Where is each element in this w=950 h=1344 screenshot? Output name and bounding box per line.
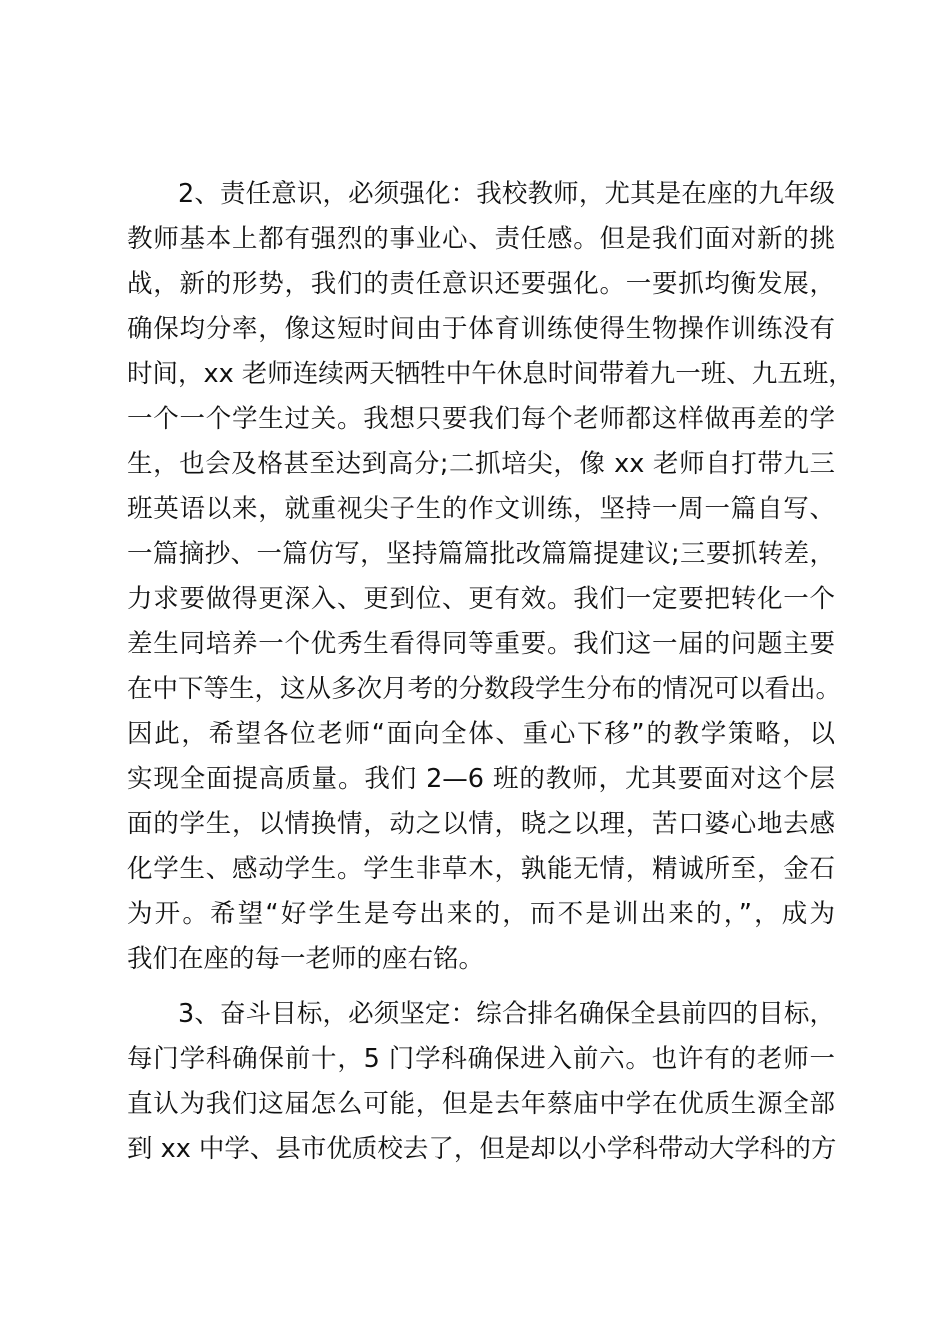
text-line: 我们在座的每一老师的座右铭。 bbox=[127, 944, 485, 974]
text-line: 面的学生，以情换情，动之以情，晓之以理，苦口婆心地去感 bbox=[127, 809, 835, 839]
text-line: 时间，xx 老师连续两天牺牲中午休息时间带着九一班、九五班， bbox=[127, 359, 854, 389]
text-line: 一篇摘抄、一篇仿写，坚持篇篇批改篇篇提建议;三要抓转差， bbox=[127, 539, 835, 569]
text-line: 战，新的形势，我们的责任意识还要强化。一要抓均衡发展， bbox=[127, 269, 835, 299]
text-line: 确保均分率，像这短时间由于体育训练使得生物操作训练没有 bbox=[127, 314, 835, 344]
document-body bbox=[127, 172, 854, 1182]
paragraph-responsibility bbox=[127, 172, 854, 982]
text-line: 到 xx 中学、县市优质校去了，但是却以小学科带动大学科的方 bbox=[127, 1134, 837, 1164]
text-line: 化学生、感动学生。学生非草木，孰能无情，精诚所至，金石 bbox=[127, 854, 835, 884]
text-line: 2、责任意识，必须强化：我校教师，尤其是在座的九年级 bbox=[178, 179, 835, 209]
text-line: 直认为我们这届怎么可能，但是去年蔡庙中学在优质生源全部 bbox=[127, 1089, 835, 1119]
paragraph-goals bbox=[127, 992, 835, 1172]
text-line: 实现全面提高质量。我们 2—6 班的教师，尤其要面对这个层 bbox=[127, 764, 835, 794]
text-line: 在中下等生，这从多次月考的分数段学生分布的情况可以看出。 bbox=[127, 674, 842, 704]
text-line: 因此，希望各位老师“面向全体、重心下移”的教学策略，以 bbox=[127, 719, 835, 749]
text-line: 为开。希望“好学生是夸出来的，而不是训出来的，”，成为 bbox=[127, 899, 835, 929]
text-line: 一个一个学生过关。我想只要我们每个老师都这样做再差的学 bbox=[127, 404, 835, 434]
text-line: 教师基本上都有强烈的事业心、责任感。但是我们面对新的挑 bbox=[127, 224, 835, 254]
text-line: 生，也会及格甚至达到高分;二抓培尖，像 xx 老师自打带九三 bbox=[127, 449, 835, 479]
text-line: 班英语以来，就重视尖子生的作文训练，坚持一周一篇自写、 bbox=[127, 494, 835, 524]
text-line: 差生同培养一个优秀生看得同等重要。我们这一届的问题主要 bbox=[127, 629, 835, 659]
text-line: 力求要做得更深入、更到位、更有效。我们一定要把转化一个 bbox=[127, 584, 835, 614]
text-line: 3、奋斗目标，必须坚定：综合排名确保全县前四的目标， bbox=[178, 999, 835, 1029]
text-line: 每门学科确保前十，5 门学科确保进入前六。也许有的老师一 bbox=[127, 1044, 835, 1074]
